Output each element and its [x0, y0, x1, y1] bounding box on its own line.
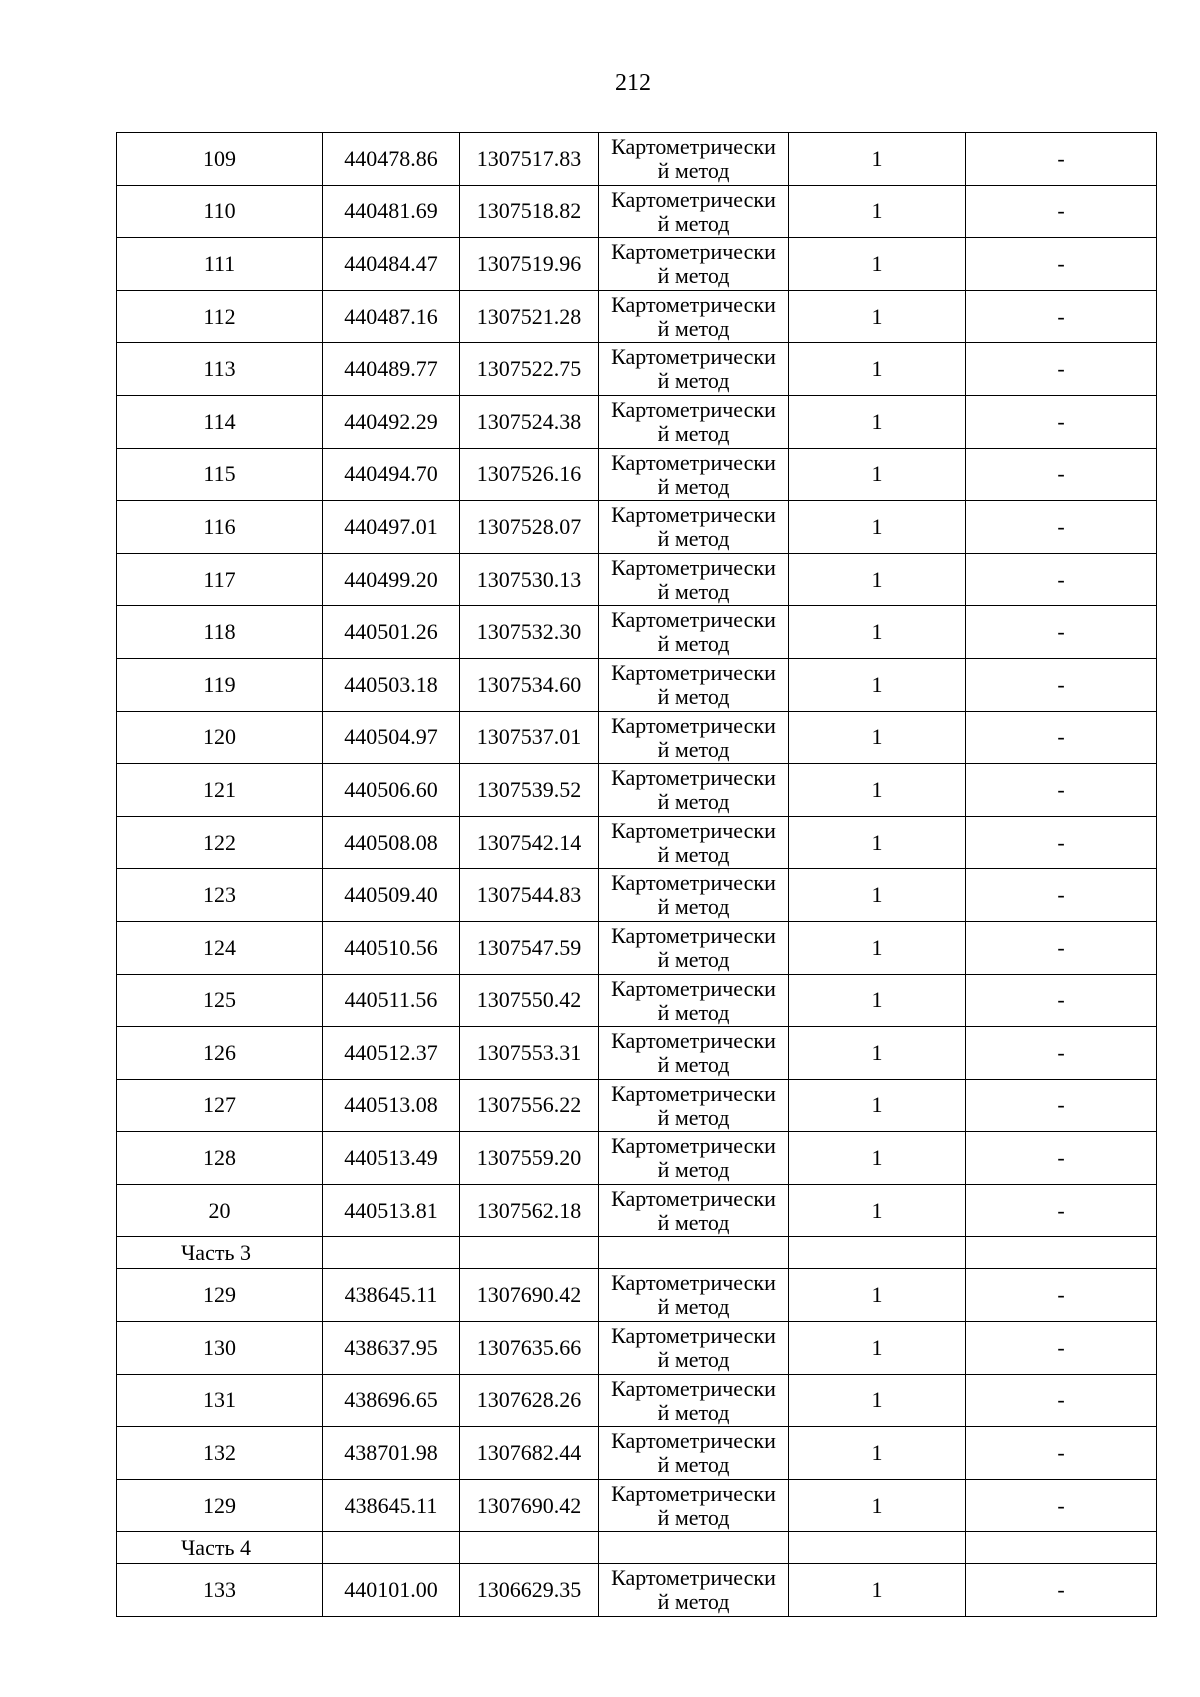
method-line-2: й метод: [657, 1589, 730, 1615]
table-row: [117, 1269, 1157, 1322]
method-line-1: Картометрически: [611, 554, 776, 580]
accuracy-cell: 1: [789, 1479, 966, 1532]
table-row: [117, 921, 1157, 974]
accuracy-cell: 1: [789, 448, 966, 501]
empty-cell: [599, 1532, 789, 1564]
method-cell: [599, 553, 789, 606]
method-line-1: Картометрически: [611, 817, 776, 843]
accuracy-cell: 1: [789, 343, 966, 396]
method-line-1: Картометрически: [611, 186, 776, 212]
accuracy-cell: 1: [789, 395, 966, 448]
table-row: [117, 606, 1157, 659]
accuracy-cell: 1: [789, 1322, 966, 1375]
table-row: [117, 658, 1157, 711]
x-coordinate-cell: 440513.81: [323, 1184, 460, 1237]
accuracy-cell: 1: [789, 816, 966, 869]
table-row: [117, 343, 1157, 396]
section-label: Часть 4: [117, 1532, 323, 1564]
x-coordinate-cell: 440478.86: [323, 133, 460, 186]
table-row: [117, 1184, 1157, 1237]
method-line-2: й метод: [657, 736, 730, 762]
method-cell: [599, 185, 789, 238]
method-line-2: й метод: [657, 1157, 730, 1183]
y-coordinate-cell: 1307682.44: [460, 1427, 599, 1480]
y-coordinate-cell: 1307690.42: [460, 1479, 599, 1532]
empty-cell: [323, 1237, 460, 1269]
accuracy-cell: 1: [789, 238, 966, 291]
description-cell: -: [966, 606, 1157, 659]
accuracy-cell: 1: [789, 185, 966, 238]
y-coordinate-cell: 1307526.16: [460, 448, 599, 501]
description-cell: -: [966, 1184, 1157, 1237]
method-cell: [599, 711, 789, 764]
table-row: [117, 1374, 1157, 1427]
method-line-1: Картометрически: [611, 396, 776, 422]
method-cell: [599, 1322, 789, 1375]
accuracy-cell: 1: [789, 869, 966, 922]
accuracy-cell: 1: [789, 764, 966, 817]
x-coordinate-cell: 440497.01: [323, 501, 460, 554]
accuracy-cell: 1: [789, 658, 966, 711]
point-number-cell: 116: [117, 501, 323, 554]
table-row: [117, 711, 1157, 764]
table-row: [117, 974, 1157, 1027]
description-cell: -: [966, 816, 1157, 869]
point-number-cell: 122: [117, 816, 323, 869]
point-number-cell: 129: [117, 1479, 323, 1532]
y-coordinate-cell: 1307524.38: [460, 395, 599, 448]
method-line-2: й метод: [657, 526, 730, 552]
table-row: [117, 816, 1157, 869]
method-line-1: Картометрически: [611, 1080, 776, 1106]
method-line-1: Картометрически: [611, 134, 776, 159]
y-coordinate-cell: 1307562.18: [460, 1184, 599, 1237]
empty-cell: [789, 1532, 966, 1564]
y-coordinate-cell: 1307539.52: [460, 764, 599, 817]
table-row: [117, 1027, 1157, 1080]
method-cell: [599, 1132, 789, 1185]
method-line-1: Картометрически: [611, 870, 776, 896]
y-coordinate-cell: 1307547.59: [460, 921, 599, 974]
y-coordinate-cell: 1307537.01: [460, 711, 599, 764]
method-cell: [599, 343, 789, 396]
y-coordinate-cell: 1307550.42: [460, 974, 599, 1027]
description-cell: -: [966, 921, 1157, 974]
method-line-2: й метод: [657, 1452, 730, 1478]
method-cell: [599, 658, 789, 711]
method-line-2: й метод: [657, 1104, 730, 1130]
description-cell: -: [966, 658, 1157, 711]
y-coordinate-cell: 1307522.75: [460, 343, 599, 396]
method-line-2: й метод: [657, 420, 730, 446]
method-line-1: Картометрически: [611, 1480, 776, 1506]
method-line-2: й метод: [657, 789, 730, 815]
method-cell: [599, 1374, 789, 1427]
y-coordinate-cell: 1307530.13: [460, 553, 599, 606]
method-line-2: й метод: [657, 263, 730, 289]
x-coordinate-cell: 438701.98: [323, 1427, 460, 1480]
method-line-1: Картометрически: [611, 975, 776, 1001]
method-cell: [599, 974, 789, 1027]
x-coordinate-cell: 440481.69: [323, 185, 460, 238]
point-number-cell: 112: [117, 290, 323, 343]
description-cell: -: [966, 1269, 1157, 1322]
method-cell: [599, 869, 789, 922]
table-row: [117, 1079, 1157, 1132]
point-number-cell: 127: [117, 1079, 323, 1132]
method-cell: [599, 764, 789, 817]
y-coordinate-cell: 1307553.31: [460, 1027, 599, 1080]
description-cell: -: [966, 1079, 1157, 1132]
y-coordinate-cell: 1307628.26: [460, 1374, 599, 1427]
method-line-2: й метод: [657, 473, 730, 499]
method-line-2: й метод: [657, 210, 730, 236]
description-cell: -: [966, 1322, 1157, 1375]
method-cell: [599, 395, 789, 448]
accuracy-cell: 1: [789, 553, 966, 606]
y-coordinate-cell: 1307534.60: [460, 658, 599, 711]
description-cell: -: [966, 764, 1157, 817]
point-number-cell: 118: [117, 606, 323, 659]
table-row: [117, 764, 1157, 817]
description-cell: -: [966, 290, 1157, 343]
method-line-1: Картометрически: [611, 1565, 776, 1591]
point-number-cell: 119: [117, 658, 323, 711]
method-line-2: й метод: [657, 1347, 730, 1373]
description-cell: -: [966, 395, 1157, 448]
x-coordinate-cell: 438696.65: [323, 1374, 460, 1427]
x-coordinate-cell: 440509.40: [323, 869, 460, 922]
point-number-cell: 131: [117, 1374, 323, 1427]
table-row: [117, 133, 1157, 186]
description-cell: -: [966, 133, 1157, 186]
x-coordinate-cell: 440511.56: [323, 974, 460, 1027]
y-coordinate-cell: 1307556.22: [460, 1079, 599, 1132]
accuracy-cell: 1: [789, 290, 966, 343]
method-line-1: Картометрически: [611, 502, 776, 528]
x-coordinate-cell: 440510.56: [323, 921, 460, 974]
method-cell: [599, 1427, 789, 1480]
x-coordinate-cell: 440501.26: [323, 606, 460, 659]
x-coordinate-cell: 440504.97: [323, 711, 460, 764]
x-coordinate-cell: 440513.49: [323, 1132, 460, 1185]
method-line-2: й метод: [657, 1052, 730, 1078]
method-line-1: Картометрически: [611, 1133, 776, 1159]
accuracy-cell: 1: [789, 1427, 966, 1480]
description-cell: -: [966, 1132, 1157, 1185]
x-coordinate-cell: 440492.29: [323, 395, 460, 448]
method-line-2: й метод: [657, 683, 730, 709]
description-cell: -: [966, 1564, 1157, 1617]
point-number-cell: 132: [117, 1427, 323, 1480]
accuracy-cell: 1: [789, 1184, 966, 1237]
description-cell: -: [966, 448, 1157, 501]
accuracy-cell: 1: [789, 1269, 966, 1322]
method-line-1: Картометрически: [611, 765, 776, 791]
table-row: [117, 185, 1157, 238]
description-cell: -: [966, 185, 1157, 238]
description-cell: -: [966, 1479, 1157, 1532]
description-cell: -: [966, 238, 1157, 291]
point-number-cell: 130: [117, 1322, 323, 1375]
x-coordinate-cell: 440487.16: [323, 290, 460, 343]
method-line-2: й метод: [657, 158, 730, 183]
method-line-1: Картометрически: [611, 659, 776, 685]
method-line-2: й метод: [657, 1209, 730, 1235]
method-line-1: Картометрически: [611, 239, 776, 265]
x-coordinate-cell: 440494.70: [323, 448, 460, 501]
page-number: 212: [615, 70, 651, 96]
point-number-cell: 123: [117, 869, 323, 922]
method-line-2: й метод: [657, 1504, 730, 1530]
accuracy-cell: 1: [789, 1564, 966, 1617]
accuracy-cell: 1: [789, 711, 966, 764]
table-row: [117, 501, 1157, 554]
table-row: [117, 1132, 1157, 1185]
empty-cell: [460, 1532, 599, 1564]
table-row: [117, 1479, 1157, 1532]
method-line-2: й метод: [657, 946, 730, 972]
method-line-2: й метод: [657, 999, 730, 1025]
method-line-1: Картометрически: [611, 607, 776, 633]
coordinates-table: [116, 132, 1157, 1617]
y-coordinate-cell: 1307559.20: [460, 1132, 599, 1185]
table-row: [117, 1427, 1157, 1480]
y-coordinate-cell: 1307528.07: [460, 501, 599, 554]
method-line-1: Картометрически: [611, 1323, 776, 1349]
table-row: [117, 1564, 1157, 1617]
y-coordinate-cell: 1307635.66: [460, 1322, 599, 1375]
accuracy-cell: 1: [789, 1027, 966, 1080]
accuracy-cell: 1: [789, 1132, 966, 1185]
accuracy-cell: 1: [789, 921, 966, 974]
method-line-2: й метод: [657, 1294, 730, 1320]
y-coordinate-cell: 1307518.82: [460, 185, 599, 238]
method-line-2: й метод: [657, 1399, 730, 1425]
method-cell: [599, 133, 789, 186]
method-line-1: Картометрически: [611, 1185, 776, 1211]
x-coordinate-cell: 440503.18: [323, 658, 460, 711]
description-cell: -: [966, 869, 1157, 922]
y-coordinate-cell: 1307517.83: [460, 133, 599, 186]
table-body: [117, 133, 1157, 1617]
description-cell: -: [966, 553, 1157, 606]
x-coordinate-cell: 438637.95: [323, 1322, 460, 1375]
x-coordinate-cell: 440484.47: [323, 238, 460, 291]
method-cell: [599, 1184, 789, 1237]
description-cell: -: [966, 343, 1157, 396]
x-coordinate-cell: 438645.11: [323, 1479, 460, 1532]
method-line-2: й метод: [657, 315, 730, 341]
point-number-cell: 109: [117, 133, 323, 186]
y-coordinate-cell: 1307690.42: [460, 1269, 599, 1322]
empty-cell: [966, 1532, 1157, 1564]
method-line-1: Картометрически: [611, 922, 776, 948]
method-line-1: Картометрически: [611, 1375, 776, 1401]
x-coordinate-cell: 438645.11: [323, 1269, 460, 1322]
accuracy-cell: 1: [789, 1374, 966, 1427]
table-row: [117, 395, 1157, 448]
method-line-2: й метод: [657, 368, 730, 394]
point-number-cell: 129: [117, 1269, 323, 1322]
y-coordinate-cell: 1307542.14: [460, 816, 599, 869]
empty-cell: [323, 1532, 460, 1564]
empty-cell: [789, 1237, 966, 1269]
point-number-cell: 20: [117, 1184, 323, 1237]
method-line-1: Картометрически: [611, 1428, 776, 1454]
point-number-cell: 113: [117, 343, 323, 396]
method-line-1: Картометрически: [611, 1028, 776, 1054]
table-row: [117, 238, 1157, 291]
point-number-cell: 126: [117, 1027, 323, 1080]
point-number-cell: 121: [117, 764, 323, 817]
description-cell: -: [966, 974, 1157, 1027]
method-line-2: й метод: [657, 578, 730, 604]
table-row: [117, 869, 1157, 922]
point-number-cell: 110: [117, 185, 323, 238]
method-cell: [599, 1479, 789, 1532]
x-coordinate-cell: 440513.08: [323, 1079, 460, 1132]
method-cell: [599, 238, 789, 291]
method-line-1: Картометрически: [611, 344, 776, 370]
y-coordinate-cell: 1307544.83: [460, 869, 599, 922]
method-cell: [599, 1027, 789, 1080]
y-coordinate-cell: 1307532.30: [460, 606, 599, 659]
section-row: [117, 1237, 1157, 1269]
method-cell: [599, 1079, 789, 1132]
description-cell: -: [966, 501, 1157, 554]
accuracy-cell: 1: [789, 501, 966, 554]
point-number-cell: 115: [117, 448, 323, 501]
accuracy-cell: 1: [789, 1079, 966, 1132]
method-line-2: й метод: [657, 894, 730, 920]
method-cell: [599, 1269, 789, 1322]
method-line-1: Картометрически: [611, 449, 776, 475]
method-cell: [599, 290, 789, 343]
description-cell: -: [966, 1427, 1157, 1480]
accuracy-cell: 1: [789, 606, 966, 659]
point-number-cell: 111: [117, 238, 323, 291]
point-number-cell: 120: [117, 711, 323, 764]
description-cell: -: [966, 711, 1157, 764]
x-coordinate-cell: 440508.08: [323, 816, 460, 869]
method-line-2: й метод: [657, 841, 730, 867]
method-line-2: й метод: [657, 631, 730, 657]
empty-cell: [460, 1237, 599, 1269]
point-number-cell: 124: [117, 921, 323, 974]
method-line-1: Картометрически: [611, 1270, 776, 1296]
x-coordinate-cell: 440489.77: [323, 343, 460, 396]
method-cell: [599, 501, 789, 554]
x-coordinate-cell: 440512.37: [323, 1027, 460, 1080]
y-coordinate-cell: 1307519.96: [460, 238, 599, 291]
method-cell: [599, 606, 789, 659]
x-coordinate-cell: 440506.60: [323, 764, 460, 817]
x-coordinate-cell: 440101.00: [323, 1564, 460, 1617]
point-number-cell: 128: [117, 1132, 323, 1185]
table-row: [117, 448, 1157, 501]
description-cell: -: [966, 1027, 1157, 1080]
description-cell: -: [966, 1374, 1157, 1427]
table-row: [117, 553, 1157, 606]
table-row: [117, 290, 1157, 343]
method-cell: [599, 1564, 789, 1617]
empty-cell: [966, 1237, 1157, 1269]
point-number-cell: 133: [117, 1564, 323, 1617]
accuracy-cell: 1: [789, 974, 966, 1027]
method-cell: [599, 921, 789, 974]
method-line-1: Картометрически: [611, 291, 776, 317]
method-cell: [599, 816, 789, 869]
empty-cell: [599, 1237, 789, 1269]
method-line-1: Картометрически: [611, 712, 776, 738]
section-row: [117, 1532, 1157, 1564]
method-cell: [599, 448, 789, 501]
table-row: [117, 1322, 1157, 1375]
y-coordinate-cell: 1307521.28: [460, 290, 599, 343]
section-label: Часть 3: [117, 1237, 323, 1269]
point-number-cell: 114: [117, 395, 323, 448]
accuracy-cell: 1: [789, 133, 966, 186]
x-coordinate-cell: 440499.20: [323, 553, 460, 606]
y-coordinate-cell: 1306629.35: [460, 1564, 599, 1617]
point-number-cell: 125: [117, 974, 323, 1027]
point-number-cell: 117: [117, 553, 323, 606]
